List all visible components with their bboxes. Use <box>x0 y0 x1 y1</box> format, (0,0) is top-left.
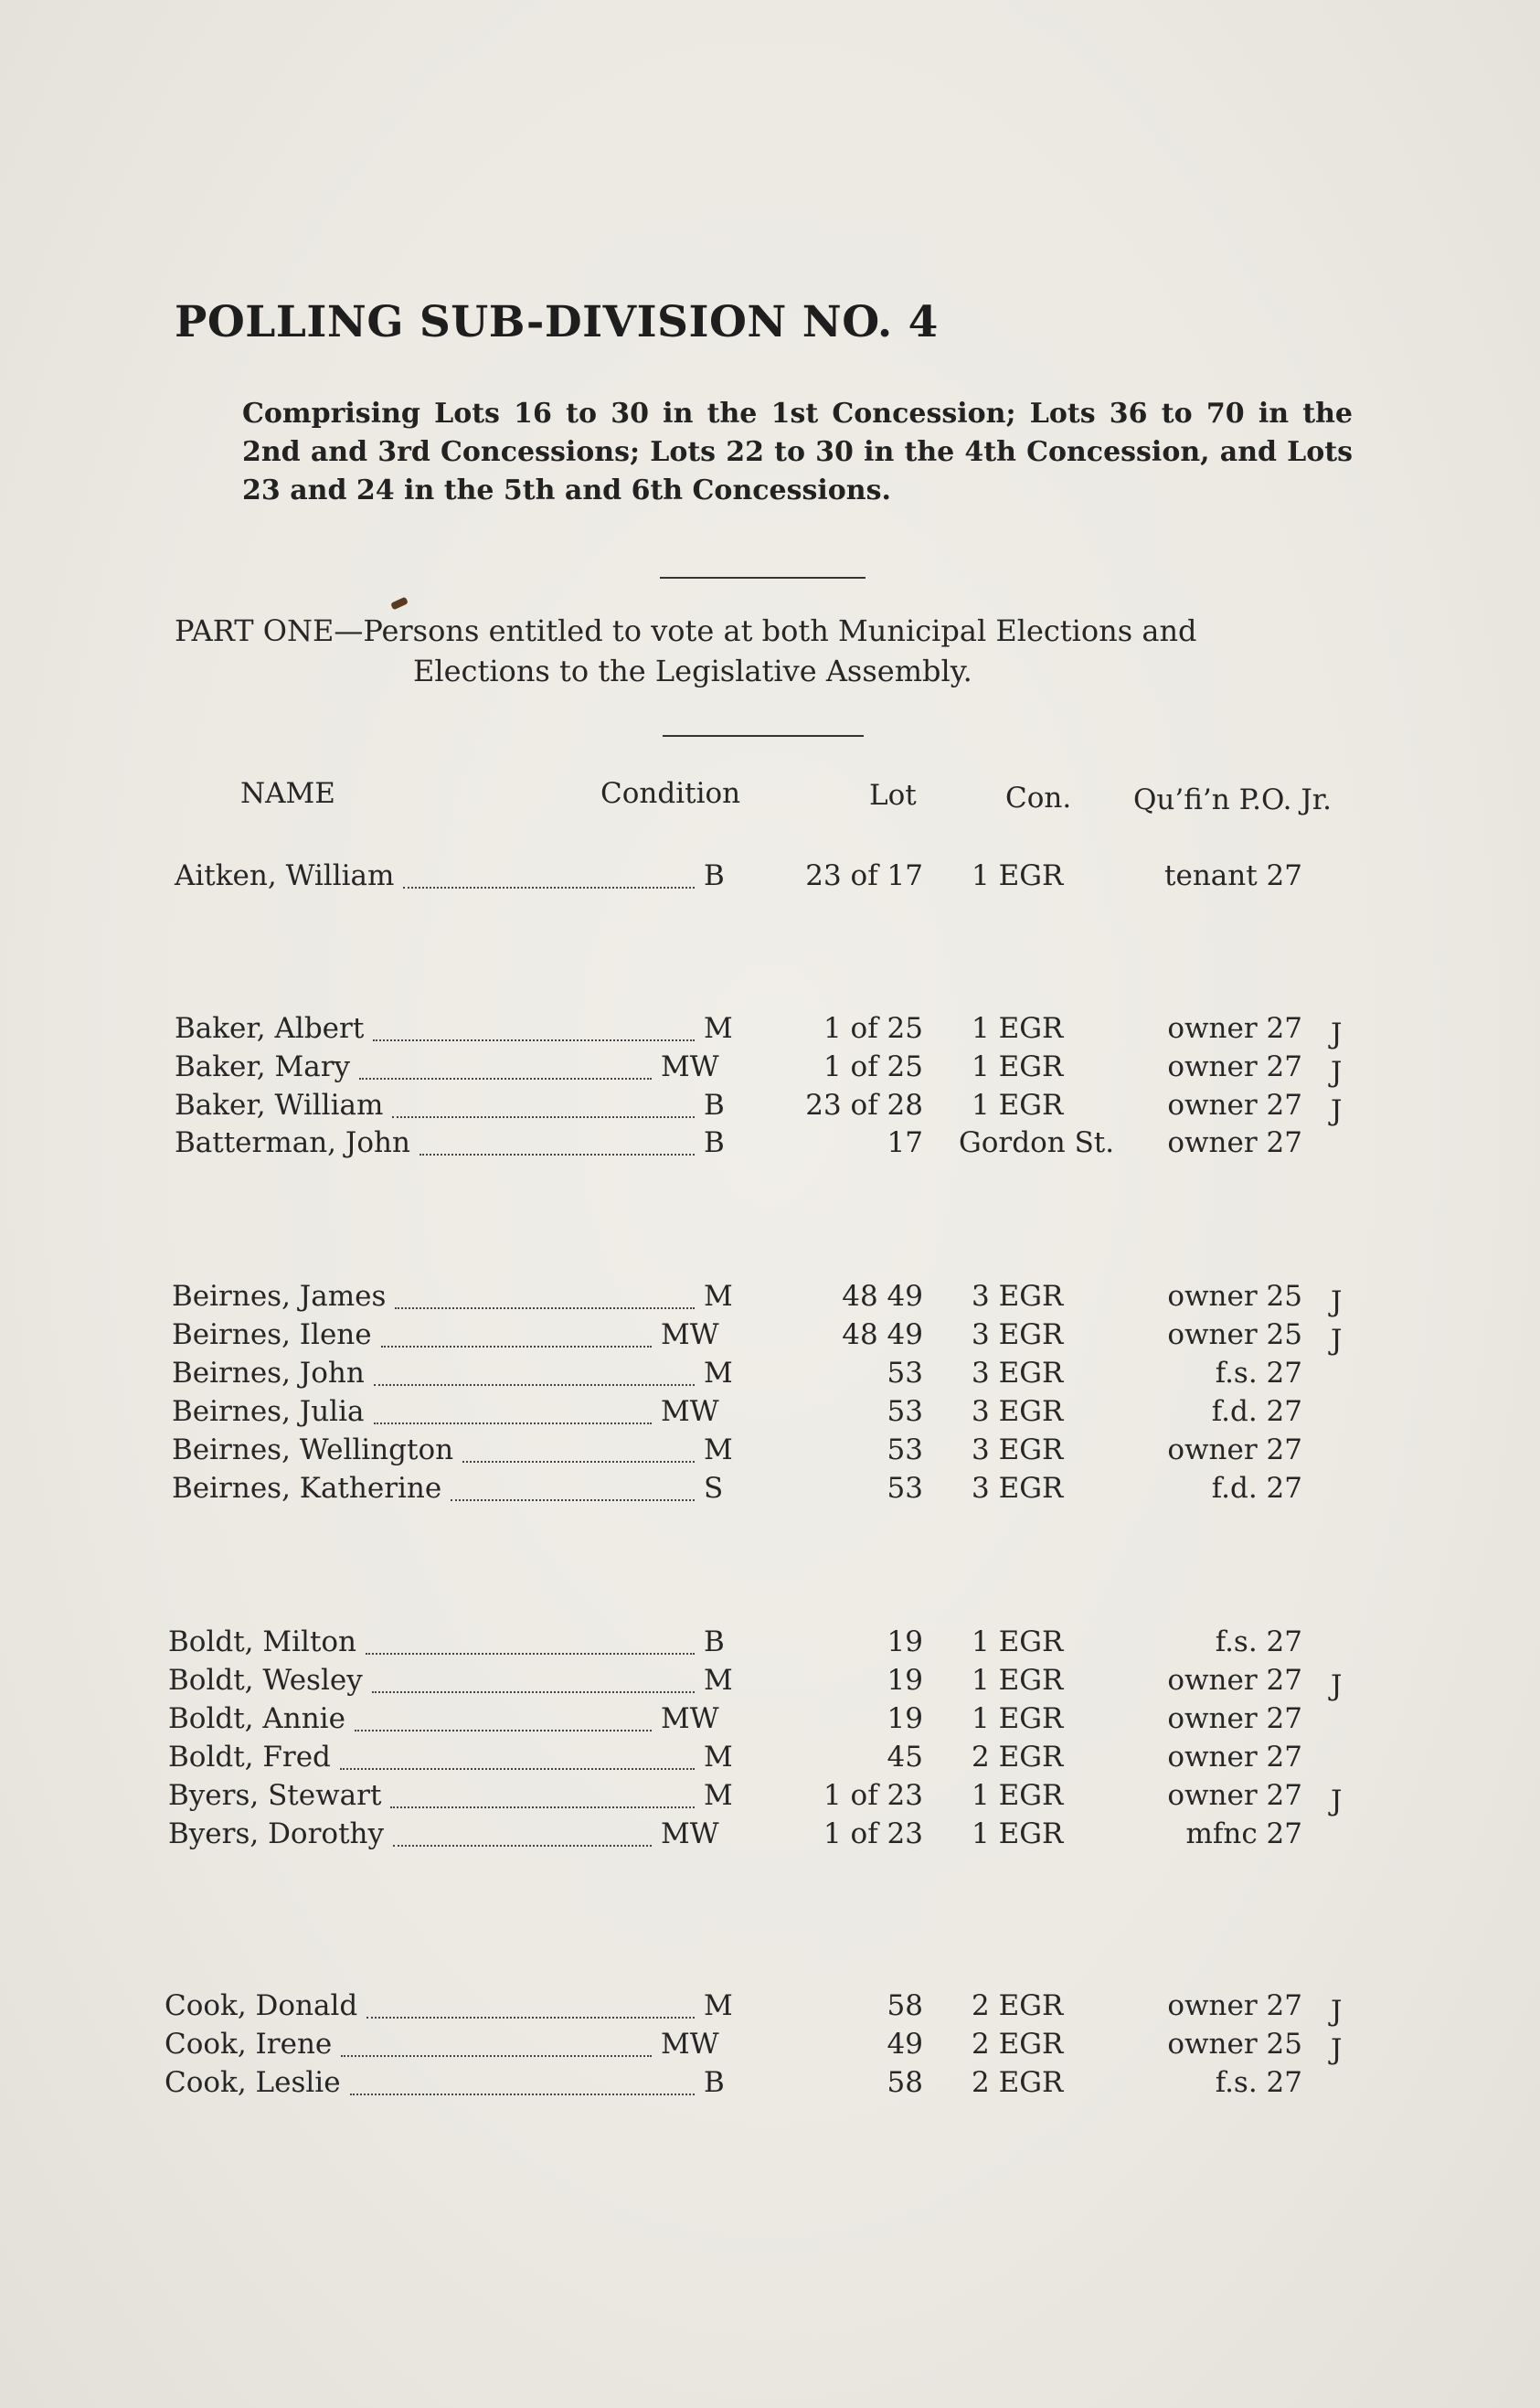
voter-name: Beirnes, Julia <box>172 1395 365 1428</box>
voter-name: Beirnes, Katherine <box>172 1472 442 1505</box>
voter-row <box>0 1625 1540 1662</box>
voter-concession: 2 EGR <box>972 1741 1064 1774</box>
voter-concession: 2 EGR <box>972 2066 1064 2099</box>
voter-condition: MW <box>661 1318 719 1351</box>
dotted-leader <box>451 1499 695 1501</box>
voter-jury-mark: J <box>1331 1995 1343 2028</box>
subdivision-description: Comprising Lots 16 to 30 in the 1st Concession; Lots 36 to 70 in the 2nd and 3rd Concessions; Lots 22 to 30 in the 4th Concession, and Lots 23 and 24 in the 5th and 6th Concessions. <box>242 398 1353 506</box>
voter-condition: B <box>704 859 725 892</box>
voter-qualification: f.s. 27 <box>1215 2066 1302 2099</box>
dotted-leader <box>403 887 695 889</box>
part-one-line1: PART ONE—Persons entitled to vote at both Municipal Elections and <box>175 613 1197 648</box>
dotted-leader <box>420 1154 695 1156</box>
voter-condition: M <box>704 1779 733 1812</box>
dotted-leader <box>393 1845 652 1847</box>
voter-lot: 1 of 23 <box>823 1817 923 1850</box>
voter-row <box>0 1741 1540 1777</box>
voter-condition: MW <box>661 1395 719 1428</box>
voter-row <box>0 1318 1540 1355</box>
voter-concession: 3 EGR <box>972 1395 1064 1428</box>
dotted-leader <box>355 1730 652 1731</box>
voter-row <box>0 1357 1540 1393</box>
dotted-leader <box>395 1307 695 1309</box>
voter-condition: M <box>704 1741 733 1774</box>
ink-mark <box>390 597 409 611</box>
voter-jury-mark: J <box>1331 2033 1343 2066</box>
dotted-leader <box>373 1039 695 1041</box>
voter-qualification: owner 27 <box>1167 1012 1302 1045</box>
voter-qualification: f.s. 27 <box>1215 1357 1302 1390</box>
voter-name: Baker, William <box>175 1089 384 1122</box>
voter-lot: 49 <box>887 2028 923 2061</box>
voter-name: Beirnes, Ilene <box>172 1318 372 1351</box>
voter-name: Boldt, Milton <box>168 1625 357 1658</box>
voter-condition: M <box>704 1357 733 1390</box>
voter-name: Cook, Leslie <box>165 2066 341 2099</box>
dotted-leader <box>359 1078 652 1080</box>
voter-condition: MW <box>661 1817 719 1850</box>
voter-lot: 23 of 28 <box>805 1089 923 1122</box>
voter-name: Byers, Stewart <box>168 1779 382 1812</box>
voter-name: Beirnes, James <box>172 1280 387 1313</box>
voter-name: Beirnes, John <box>172 1357 365 1390</box>
voter-name: Cook, Donald <box>165 1989 358 2022</box>
voter-qualification: owner 25 <box>1167 1280 1302 1313</box>
voter-row <box>0 2066 1540 2103</box>
voter-row <box>0 1012 1540 1049</box>
voter-lot: 53 <box>887 1395 923 1428</box>
voter-qualification: f.d. 27 <box>1211 1472 1302 1505</box>
voter-jury-mark: J <box>1331 1785 1343 1817</box>
voter-jury-mark: J <box>1331 1018 1343 1050</box>
page-title: POLLING SUB-DIVISION NO. 4 <box>175 297 939 347</box>
dotted-leader <box>381 1346 652 1348</box>
voter-row <box>0 859 1540 896</box>
voter-row <box>0 1089 1540 1125</box>
header-qualification: Qu’fi’n P.O. Jr. <box>1133 783 1333 816</box>
voter-condition: M <box>704 1433 733 1466</box>
voter-condition: MW <box>661 1702 719 1735</box>
voter-concession: 3 EGR <box>972 1318 1064 1351</box>
dotted-leader <box>462 1461 695 1463</box>
voter-name: Batterman, John <box>175 1126 410 1159</box>
voter-qualification: f.d. 27 <box>1211 1395 1302 1428</box>
voter-row <box>0 1472 1540 1508</box>
voter-row <box>0 1126 1540 1163</box>
voter-lot: 19 <box>887 1625 923 1658</box>
voter-condition: MW <box>661 2028 719 2061</box>
dotted-leader <box>374 1384 695 1386</box>
divider-rule <box>663 735 864 737</box>
voter-condition: S <box>704 1472 724 1505</box>
voter-row <box>0 1702 1540 1739</box>
header-con: Con. <box>1005 782 1072 815</box>
voter-condition: B <box>704 1126 725 1159</box>
voter-qualification: owner 27 <box>1167 1050 1302 1083</box>
voter-lot: 53 <box>887 1472 923 1505</box>
voter-condition: M <box>704 1012 733 1045</box>
voter-concession: 1 EGR <box>972 1089 1064 1122</box>
voter-name: Baker, Mary <box>175 1050 351 1083</box>
voter-condition: M <box>704 1989 733 2022</box>
voter-row <box>0 1664 1540 1700</box>
part-one-line2: Elections to the Legislative Assembly. <box>413 654 972 688</box>
voter-qualification: owner 27 <box>1167 1989 1302 2022</box>
voter-lot: 58 <box>887 1989 923 2022</box>
voter-lot: 45 <box>887 1741 923 1774</box>
voter-concession: 1 EGR <box>972 1012 1064 1045</box>
voter-concession: 1 EGR <box>972 1779 1064 1812</box>
dotted-leader <box>340 1768 695 1770</box>
voter-qualification: owner 27 <box>1167 1779 1302 1812</box>
voter-name: Boldt, Wesley <box>168 1664 363 1697</box>
dotted-leader <box>392 1116 695 1118</box>
voter-concession: 1 EGR <box>972 1702 1064 1735</box>
voter-row <box>0 1779 1540 1816</box>
voter-condition: B <box>704 2066 725 2099</box>
voter-qualification: owner 27 <box>1167 1126 1302 1159</box>
voter-qualification: owner 27 <box>1167 1433 1302 1466</box>
dotted-leader <box>372 1691 695 1693</box>
voter-lot: 1 of 25 <box>823 1012 923 1045</box>
voter-jury-mark: J <box>1331 1669 1343 1702</box>
voter-name: Aitken, William <box>175 859 395 892</box>
voter-jury-mark: J <box>1331 1056 1343 1089</box>
voter-name: Cook, Irene <box>165 2028 333 2061</box>
voter-jury-mark: J <box>1331 1285 1343 1318</box>
voter-lot: 48 49 <box>842 1318 923 1351</box>
header-lot: Lot <box>869 779 917 812</box>
voter-qualification: f.s. 27 <box>1215 1625 1302 1658</box>
voter-row <box>0 1817 1540 1854</box>
voter-row <box>0 1280 1540 1316</box>
dotted-leader <box>350 2094 695 2095</box>
voter-lot: 53 <box>887 1433 923 1466</box>
voter-name: Boldt, Annie <box>168 1702 345 1735</box>
dotted-leader <box>366 1653 695 1655</box>
voter-concession: 3 EGR <box>972 1280 1064 1313</box>
voter-lot: 53 <box>887 1357 923 1390</box>
voter-jury-mark: J <box>1331 1094 1343 1127</box>
voter-row <box>0 1395 1540 1432</box>
dotted-leader <box>366 2017 695 2019</box>
voter-name: Byers, Dorothy <box>168 1817 385 1850</box>
voter-lot: 19 <box>887 1664 923 1697</box>
voter-jury-mark: J <box>1331 1324 1343 1357</box>
voter-lot: 58 <box>887 2066 923 2099</box>
voter-qualification: owner 27 <box>1167 1089 1302 1122</box>
voter-concession: 3 EGR <box>972 1357 1064 1390</box>
header-condition: Condition <box>600 777 741 810</box>
dotted-leader <box>390 1806 695 1808</box>
dotted-leader <box>341 2055 652 2057</box>
voter-lot: 1 of 25 <box>823 1050 923 1083</box>
voter-condition: B <box>704 1625 725 1658</box>
voter-qualification: owner 27 <box>1167 1664 1302 1697</box>
voter-qualification: tenant 27 <box>1164 859 1302 892</box>
header-name: NAME <box>240 777 335 810</box>
voter-row <box>0 2028 1540 2064</box>
voter-concession: Gordon St. <box>959 1126 1115 1159</box>
voter-concession: 3 EGR <box>972 1433 1064 1466</box>
voter-qualification: mfnc 27 <box>1185 1817 1302 1850</box>
voter-condition: M <box>704 1664 733 1697</box>
voter-qualification: owner 25 <box>1167 1318 1302 1351</box>
voter-concession: 2 EGR <box>972 2028 1064 2061</box>
voter-qualification: owner 27 <box>1167 1741 1302 1774</box>
voter-row <box>0 1989 1540 2026</box>
voter-concession: 1 EGR <box>972 1625 1064 1658</box>
voter-concession: 2 EGR <box>972 1989 1064 2022</box>
voter-name: Beirnes, Wellington <box>172 1433 454 1466</box>
voter-concession: 3 EGR <box>972 1472 1064 1505</box>
voter-concession: 1 EGR <box>972 1050 1064 1083</box>
voter-concession: 1 EGR <box>972 859 1064 892</box>
voter-name: Boldt, Fred <box>168 1741 331 1774</box>
voter-concession: 1 EGR <box>972 1664 1064 1697</box>
voter-qualification: owner 25 <box>1167 2028 1302 2061</box>
voter-condition: M <box>704 1280 733 1313</box>
voter-concession: 1 EGR <box>972 1817 1064 1850</box>
voter-lot: 48 49 <box>842 1280 923 1313</box>
voter-condition: B <box>704 1089 725 1122</box>
voter-lot: 23 of 17 <box>805 859 923 892</box>
voter-row <box>0 1433 1540 1470</box>
dotted-leader <box>374 1422 652 1424</box>
divider-rule <box>660 577 866 579</box>
voter-lot: 1 of 23 <box>823 1779 923 1812</box>
voter-qualification: owner 27 <box>1167 1702 1302 1735</box>
voter-name: Baker, Albert <box>175 1012 365 1045</box>
voter-lot: 19 <box>887 1702 923 1735</box>
voter-condition: MW <box>661 1050 719 1083</box>
voter-row <box>0 1050 1540 1087</box>
voter-lot: 17 <box>887 1126 923 1159</box>
